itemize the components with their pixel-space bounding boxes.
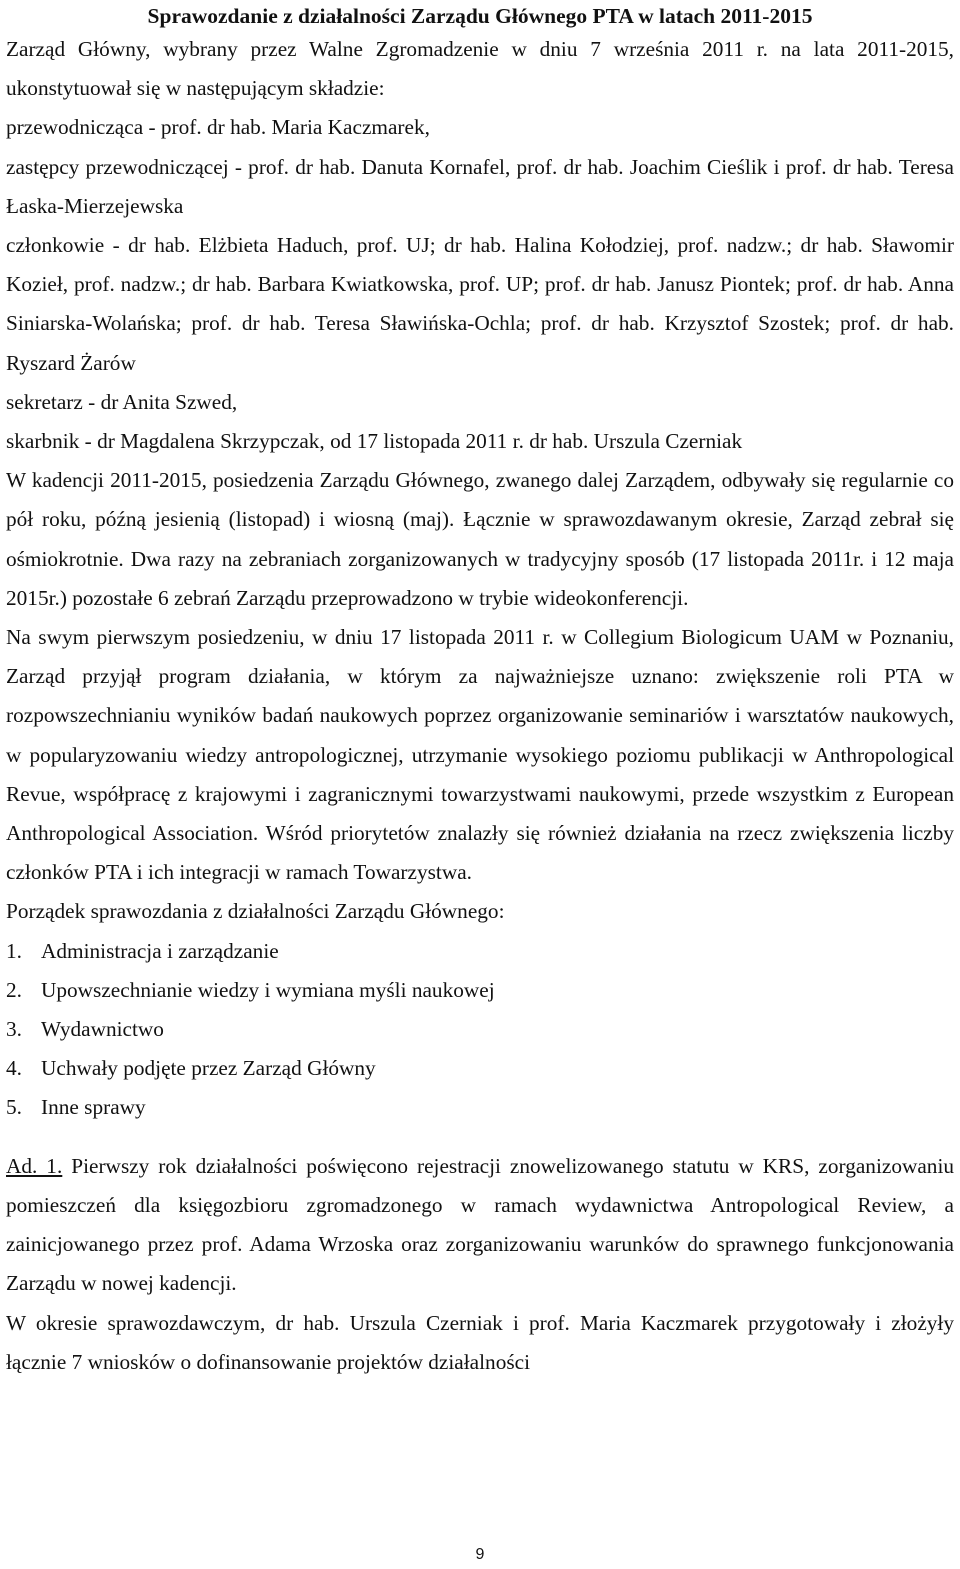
list-item-number: 2. <box>6 977 22 1002</box>
list-item-text: Inne sprawy <box>41 1095 146 1120</box>
list-item <box>6 1049 954 1088</box>
treasurer-line: skarbnik - dr Magdalena Skrzypczak, od 17 listopada 2011 r. dr hab. Urszula Czerniak <box>6 429 743 454</box>
ad1-paragraph <box>6 1147 954 1304</box>
list-item-text: Uchwały podjęte przez Zarząd Główny <box>41 1056 376 1081</box>
grants-paragraph: W okresie sprawozdawczym, dr hab. Urszula Czerniak i prof. Maria Kaczmarek przygotowały i złożyły łącznie 7 wniosków o dofinansowanie projektów działalności <box>6 1310 954 1374</box>
list-item-number: 5. <box>6 1095 22 1120</box>
page-number: 9 <box>475 1546 485 1563</box>
order-intro: Porządek sprawozdania z działalności Zarządu Głównego: <box>6 899 505 924</box>
list-item <box>6 932 954 971</box>
deputies-line: zastępcy przewodniczącej - prof. dr hab. Danuta Kornafel, prof. dr hab. Joachim Cieślik i prof. dr hab. Teresa Łaska-Mierzejewska <box>6 154 954 218</box>
document-title: Sprawozdanie z działalności Zarządu Głównego PTA w latach 2011-2015 <box>147 4 813 28</box>
order-list <box>6 932 954 1128</box>
list-item <box>6 971 954 1010</box>
chair-line: przewodnicząca - prof. dr hab. Maria Kaczmarek, <box>6 115 430 140</box>
board-paragraph: Zarząd Główny, wybrany przez Walne Zgromadzenie w dniu 7 września 2011 r. na lata 2011-2015, ukonstytuował się w następującym składzie: <box>6 37 954 101</box>
list-item <box>6 1088 954 1127</box>
members-line: członkowie - dr hab. Elżbieta Haduch, prof. UJ; dr hab. Halina Kołodziej, prof. nadzw.; dr hab. Sławomir Kozieł, prof. nadzw.; dr hab. Barbara Kwiatkowska, prof. UP; prof. dr hab. Janusz Piontek; prof. dr hab. Anna Siniarska-Wolańska; prof. dr hab. Teresa Sławińska-Ochla; prof. dr hab. Krzysztof Szostek; prof. dr hab. Ryszard Żarów <box>6 233 954 375</box>
list-item-number: 3. <box>6 1017 22 1042</box>
meetings-paragraph: W kadencji 2011-2015, posiedzenia Zarządu Głównego, zwanego dalej Zarządem, odbywały się regularnie co pół roku, późną jesienią (listopad) i wiosną (maj). Łącznie w sprawozdawanym okresie, Zarząd zebrał się ośmiokrotnie. Dwa razy na zebraniach zorganizowanych w tradycyjny sposób (17 listopada 2011r. i 12 maja 2015r.) pozostałe 6 zebrań Zarządu przeprowadzono w trybie wideokonferencji. <box>6 468 954 610</box>
program-paragraph: Na swym pierwszym posiedzeniu, w dniu 17 listopada 2011 r. w Collegium Biologicum UAM w Poznaniu, Zarząd przyjął program działania, w którym za najważniejsze uznano: zwiększenie roli PTA w rozpowszechnianiu wyników badań naukowych poprzez organizowanie seminariów i warsztatów naukowych, w popularyzowaniu wiedzy antropologicznej, utrzymanie wysokiego poziomu publikacji w Anthropological Revue, współpracę z krajowymi i zagranicznymi towarzystwami naukowymi, przede wszystkim z European Anthropological Association. Wśród priorytetów znalazły się również działania na rzecz zwiększenia liczby członków PTA i ich integracji w ramach Towarzystwa. <box>6 625 954 885</box>
document-body <box>6 30 954 1382</box>
list-item-text: Wydawnictwo <box>41 1017 164 1042</box>
ad1-text: Pierwszy rok działalności poświęcono rejestracji znowelizowanego statutu w KRS, zorganizowaniu pomieszczeń dla księgozbioru zgromadzonego w ramach wydawnictwa Antropological Review, a zainicjowanego przez prof. Adama Wrzoska oraz zorganizowaniu warunków do sprawnego funkcjonowania Zarządu w nowej kadencji. <box>6 1153 955 1296</box>
list-item-text: Administracja i zarządzanie <box>41 938 279 963</box>
secretary-line: sekretarz - dr Anita Szwed, <box>6 389 238 414</box>
ad1-label: Ad. 1. <box>6 1153 63 1178</box>
section-spacer <box>6 1128 954 1147</box>
list-item-number: 1. <box>6 938 22 963</box>
list-item <box>6 1010 954 1049</box>
list-item-number: 4. <box>6 1056 22 1081</box>
list-item-text: Upowszechnianie wiedzy i wymiana myśli naukowej <box>41 977 495 1002</box>
